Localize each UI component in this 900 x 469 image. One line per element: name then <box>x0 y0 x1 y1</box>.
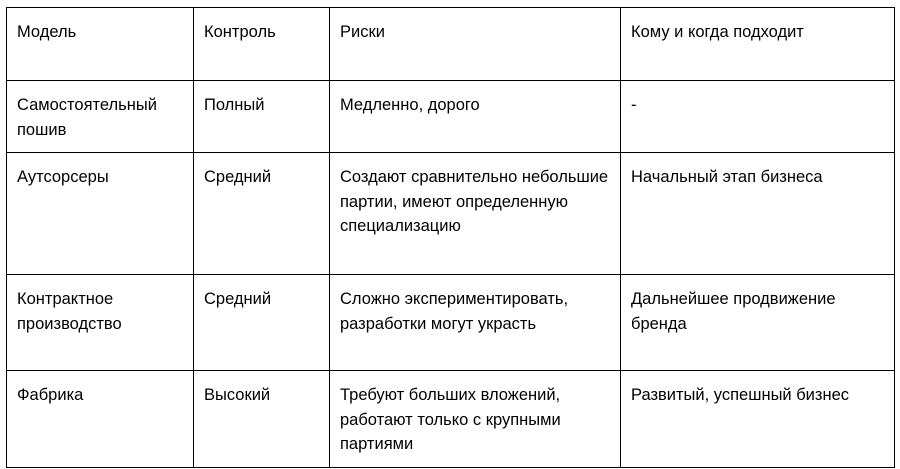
header-model: Модель <box>7 8 194 81</box>
cell-fit: Развитый, успешный бизнес <box>621 371 895 468</box>
cell-risks: Требуют больших вложений, работают только с крупными партиями <box>330 371 621 468</box>
cell-model: Фабрика <box>7 371 194 468</box>
comparison-table <box>6 7 895 468</box>
header-fit: Кому и когда подходит <box>621 8 895 81</box>
table-row <box>7 371 895 468</box>
cell-control: Высокий <box>194 371 330 468</box>
table-row <box>7 153 895 275</box>
header-risks: Риски <box>330 8 621 81</box>
cell-model: Самостоятельный пошив <box>7 81 194 153</box>
cell-fit: Дальнейшее продвижение бренда <box>621 275 895 371</box>
header-control: Контроль <box>194 8 330 81</box>
cell-risks: Медленно, дорого <box>330 81 621 153</box>
cell-control: Средний <box>194 275 330 371</box>
cell-risks: Создают сравнительно небольшие партии, имеют определенную специализацию <box>330 153 621 275</box>
cell-model: Аутсорсеры <box>7 153 194 275</box>
table-header-row <box>7 8 895 81</box>
table-row <box>7 275 895 371</box>
cell-risks: Сложно экспериментировать, разработки могут украсть <box>330 275 621 371</box>
cell-model: Контрактное производство <box>7 275 194 371</box>
cell-control: Полный <box>194 81 330 153</box>
cell-fit: - <box>621 81 895 153</box>
cell-control: Средний <box>194 153 330 275</box>
cell-fit: Начальный этап бизнеса <box>621 153 895 275</box>
table-row <box>7 81 895 153</box>
